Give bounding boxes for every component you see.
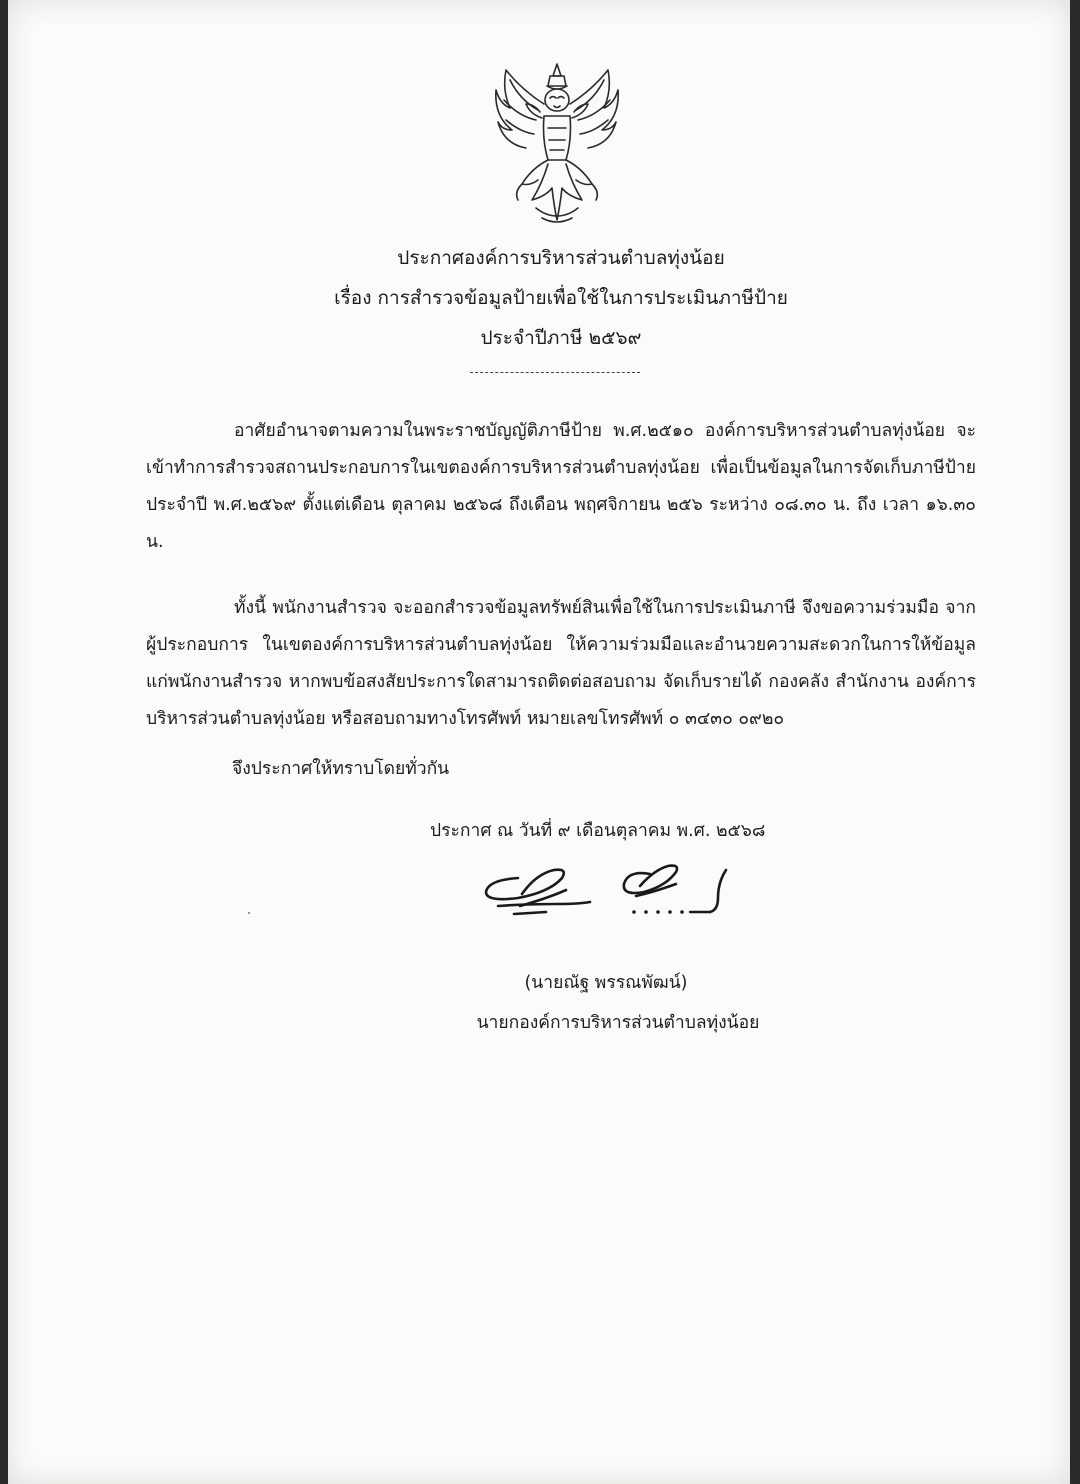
- announcement-page: [8, 0, 1070, 1484]
- announcement-title: ประกาศองค์การบริหารส่วนตำบลทุ่งน้อย: [397, 247, 725, 269]
- paper-speck: [248, 912, 250, 914]
- closing-statement: จึงประกาศให้ทราบโดยทั่วกัน: [232, 759, 450, 779]
- announcement-subject: เรื่อง การสำรวจข้อมูลป้ายเพื่อใช้ในการประเมินภาษีป้าย: [334, 287, 788, 309]
- handwritten-signature: [478, 856, 738, 926]
- garuda-emblem-icon: [492, 60, 622, 230]
- announcement-date: ประกาศ ณ วันที่ ๙ เดือนตุลาคม พ.ศ. ๒๕๖๘: [430, 821, 766, 841]
- body-paragraph-cooperation: ทั้งนี้ พนักงานสำรวจ จะออกสำรวจข้อมูลทรัพย์สินเพื่อใช้ในการประเมินภาษี จึงขอความร่วมมือ จากผู้ประกอบการ ในเขตองค์การบริหารส่วนตำบลทุ่งน้อย ให้ความร่วมมือและอำนวยความสะดวกในการให้ข้อมูล แก่พนักงานสำรวจ หากพบข้อสงสัยประการใดสามารถติดต่อสอบถาม จัดเก็บรายได้ กองคลัง สำนักงาน องค์การบริหารส่วนตำบลทุ่งน้อย หรือสอบถามทางโทรศัพท์ หมายเลขโทรศัพท์ ๐ ๓๔๓๐ ๐๙๒๐: [146, 598, 976, 729]
- announcement-tax-year: ประจำปีภาษี ๒๕๖๙: [480, 327, 642, 349]
- signatory-title: นายกองค์การบริหารส่วนตำบลทุ่งน้อย: [476, 1013, 760, 1033]
- heading-divider: [470, 372, 640, 373]
- body-paragraph-authority: อาศัยอำนาจตามความในพระราชบัญญัติภาษีป้าย พ.ศ.๒๕๑๐ องค์การบริหารส่วนตำบลทุ่งน้อย จะเข้าทำการสำรวจสถานประกอบการในเขตองค์การบริหารส่วนตำบลทุ่งน้อย เพื่อเป็นข้อมูลในการจัดเก็บภาษีป้ายประจำปี พ.ศ.๒๕๖๙ ตั้งแต่เดือน ตุลาคม ๒๕๖๘ ถึงเดือน พฤศจิกายน ๒๕๖ ระหว่าง ๐๘.๓๐ น. ถึง เวลา ๑๖.๓๐ น.: [146, 421, 976, 552]
- signatory-name: (นายณัฐ พรรณพัฒน์): [524, 973, 688, 993]
